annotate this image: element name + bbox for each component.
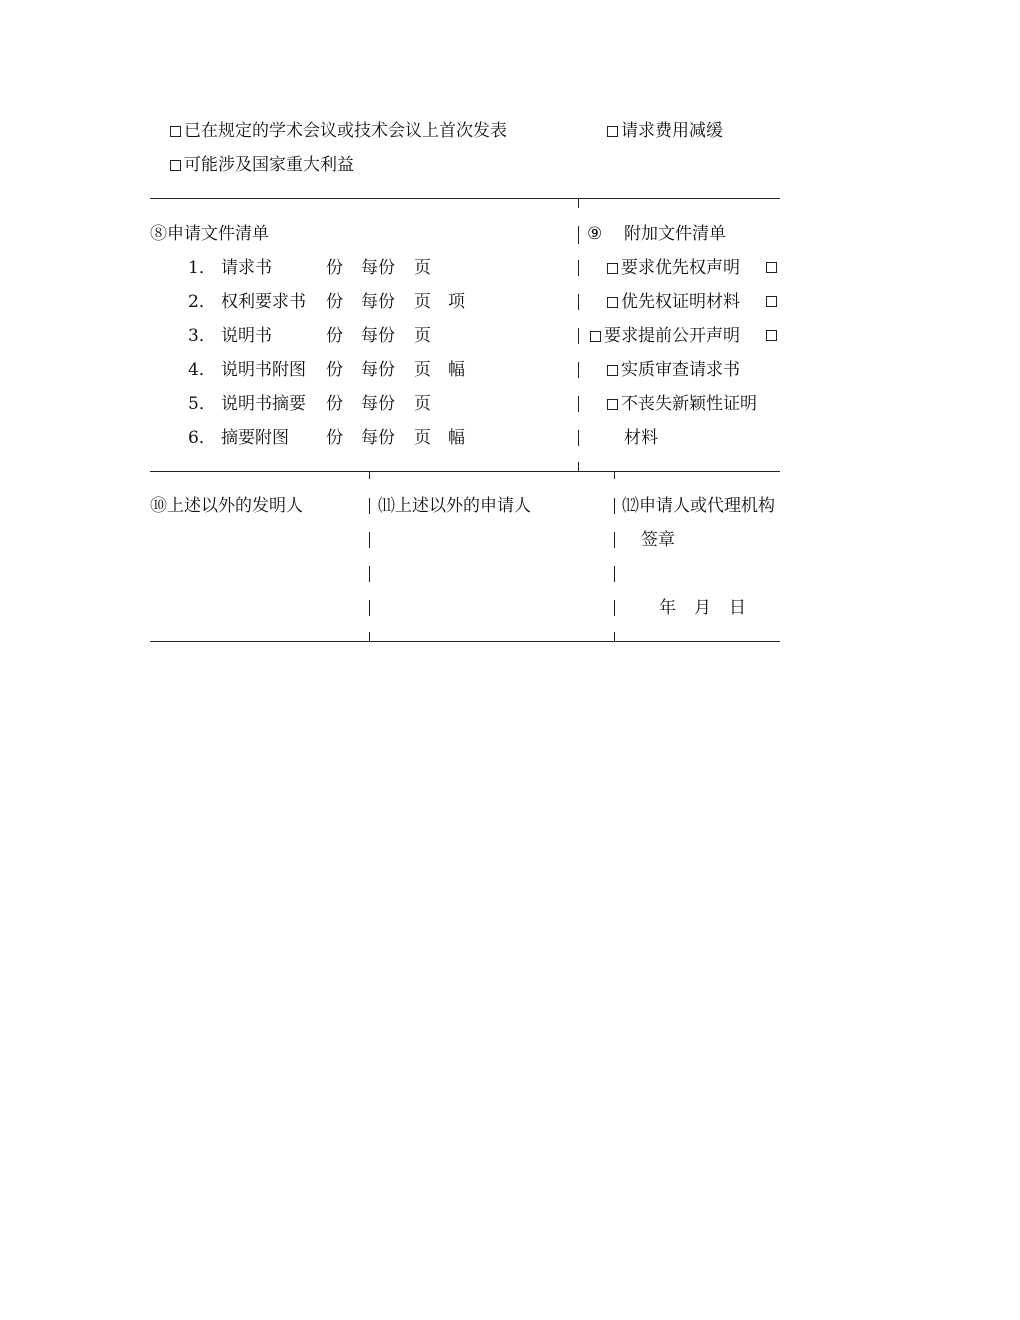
divider-tick (614, 632, 615, 641)
divider (150, 641, 780, 642)
divider-tick (578, 198, 579, 208)
checkbox-icon[interactable] (766, 330, 777, 341)
section8-title: ⑧申请文件清单 (150, 224, 269, 244)
checkbox-icon[interactable] (607, 297, 618, 308)
item-per: 每份 (361, 292, 395, 312)
column-separator (614, 498, 615, 514)
item-num: 3． (188, 326, 216, 346)
item-num: 1． (188, 258, 216, 278)
section10-title: ⑩上述以外的发明人 (150, 496, 303, 516)
item-extra: 幅 (448, 428, 465, 448)
divider (150, 471, 780, 472)
item-pages: 页 (414, 258, 431, 278)
item-copies: 份 (326, 428, 343, 448)
date-month: 月 (694, 598, 711, 618)
option-national-interest[interactable]: 可能涉及国家重大利益 (170, 155, 354, 175)
section12-title: ⑿申请人或代理机构 (622, 496, 775, 516)
item-pages: 页 (414, 394, 431, 414)
item-copies: 份 (326, 326, 343, 346)
item-name: 说明书摘要 (221, 394, 306, 414)
divider-tick (614, 471, 615, 479)
column-separator (369, 532, 370, 548)
attach-priority-claim[interactable]: 要求优先权声明 (607, 258, 740, 278)
item-name: 摘要附图 (221, 428, 289, 448)
item-copies: 份 (326, 258, 343, 278)
checkbox-icon[interactable] (607, 399, 618, 410)
column-separator (369, 498, 370, 514)
item-copies: 份 (326, 360, 343, 380)
attach-novelty-proof-continuation: 材料 (624, 428, 658, 448)
column-separator (578, 294, 579, 310)
checkbox-icon[interactable] (170, 126, 181, 137)
item-per: 每份 (361, 326, 395, 346)
item-name: 说明书附图 (221, 360, 306, 380)
section11-title: ⑾上述以外的申请人 (378, 496, 531, 516)
divider (150, 198, 780, 199)
item-pages: 页 (414, 326, 431, 346)
column-separator (578, 362, 579, 378)
item-pages: 页 (414, 360, 431, 380)
item-num: 2． (188, 292, 216, 312)
column-separator (614, 532, 615, 548)
column-separator (578, 430, 579, 446)
item-per: 每份 (361, 258, 395, 278)
section12-seal: 签章 (641, 530, 675, 550)
option-published[interactable]: 已在规定的学术会议或技术会议上首次发表 (170, 121, 507, 141)
item-copies: 份 (326, 292, 343, 312)
column-separator (614, 600, 615, 616)
divider-tick (369, 632, 370, 641)
item-extra: 项 (448, 292, 465, 312)
item-num: 5． (188, 394, 216, 414)
attach-priority-proof[interactable]: 优先权证明材料 (607, 292, 740, 312)
attach-substantive-exam[interactable]: 实质审查请求书 (607, 360, 740, 380)
column-separator (614, 566, 615, 582)
date-day: 日 (729, 598, 746, 618)
checkbox-icon[interactable] (590, 331, 601, 342)
item-per: 每份 (361, 428, 395, 448)
date-year: 年 (659, 598, 676, 618)
column-separator (369, 600, 370, 616)
attach-novelty-proof[interactable]: 不丧失新颖性证明 (607, 394, 757, 414)
column-separator (369, 566, 370, 582)
checkbox-icon[interactable] (766, 296, 777, 307)
checkbox-icon[interactable] (607, 126, 618, 137)
attach-early-publication[interactable]: 要求提前公开声明 (590, 326, 740, 346)
item-num: 6． (188, 428, 216, 448)
checkbox-icon[interactable] (170, 160, 181, 171)
item-num: 4． (188, 360, 216, 380)
item-pages: 页 (414, 428, 431, 448)
checkbox-icon[interactable] (607, 263, 618, 274)
section9-title: 附加文件清单 (624, 224, 726, 244)
checkbox-icon[interactable] (766, 262, 777, 273)
checkbox-icon[interactable] (607, 365, 618, 376)
column-separator (578, 260, 579, 276)
divider-tick (369, 471, 370, 479)
item-extra: 幅 (448, 360, 465, 380)
column-separator (578, 328, 579, 344)
item-per: 每份 (361, 360, 395, 380)
item-pages: 页 (414, 292, 431, 312)
item-name: 请求书 (221, 258, 272, 278)
option-fee-reduction[interactable]: 请求费用减缓 (607, 121, 723, 141)
item-name: 说明书 (221, 326, 272, 346)
column-separator (578, 226, 579, 244)
column-separator (578, 396, 579, 412)
section9-num: ⑨ (587, 224, 603, 244)
item-per: 每份 (361, 394, 395, 414)
item-copies: 份 (326, 394, 343, 414)
item-name: 权利要求书 (221, 292, 306, 312)
